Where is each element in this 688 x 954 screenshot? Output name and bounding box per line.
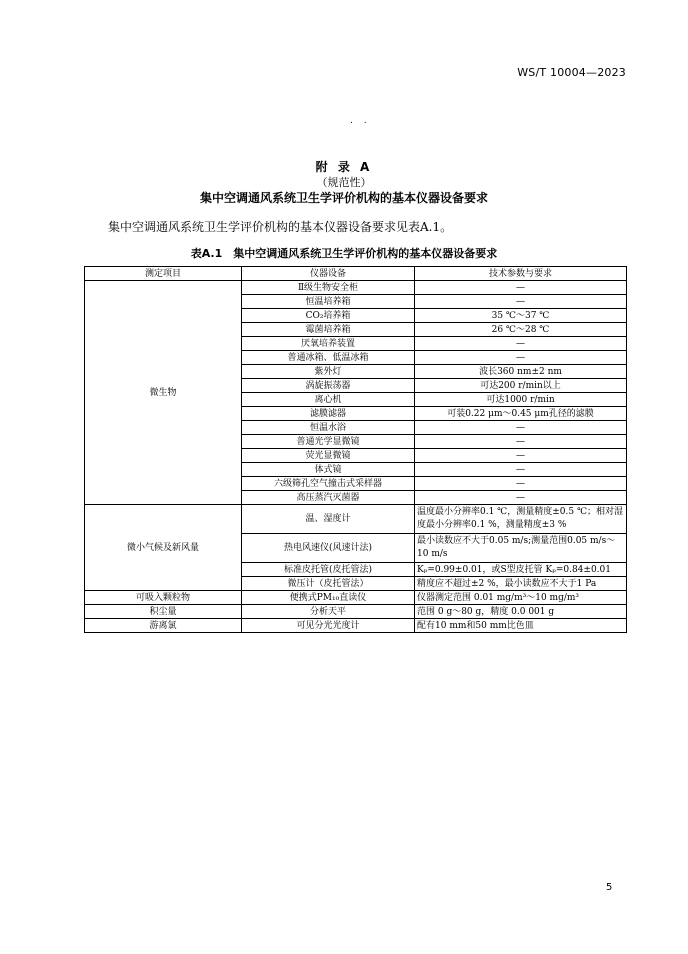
- equipment-cell: 霉菌培养箱: [242, 323, 415, 337]
- equipment-cell: CO₂培养箱: [242, 309, 415, 323]
- appendix-title: 附 录 A: [315, 160, 373, 174]
- equipment-cell: 普通光学显微镜: [242, 435, 415, 449]
- equipment-cell: 恒温培养箱: [242, 295, 415, 309]
- requirement-cell: 35 ℃～37 ℃: [415, 309, 627, 323]
- requirement-cell: 可达1000 r/min: [415, 393, 627, 407]
- requirement-cell: —: [415, 281, 627, 295]
- requirement-cell: 波长360 nm±2 nm: [415, 365, 627, 379]
- requirement-cell: —: [415, 491, 627, 505]
- equipment-cell: 热电风速仪(风速计法): [242, 534, 415, 563]
- equipment-cell: 温、湿度计: [242, 505, 415, 534]
- requirement-cell: Kₚ=0.99±0.01，或S型皮托管 Kₚ=0.84±0.01: [415, 563, 627, 577]
- requirement-cell: —: [415, 337, 627, 351]
- header-cell-requirement: 技术参数与要求: [415, 267, 627, 281]
- requirement-cell: —: [415, 463, 627, 477]
- test-item-cell: 游离氯: [85, 619, 242, 633]
- requirement-cell: —: [415, 477, 627, 491]
- test-item-cell: 积尘量: [85, 605, 242, 619]
- equipment-cell: 便携式PM₁₀直读仪: [242, 591, 415, 605]
- equipment-cell: 离心机: [242, 393, 415, 407]
- equipment-cell: 涡旋振荡器: [242, 379, 415, 393]
- intro-paragraph: 集中空调通风系统卫生学评价机构的基本仪器设备要求见表A.1。: [108, 220, 453, 234]
- test-item-cell: 微小气候及新风量: [85, 505, 242, 591]
- table-row: [85, 591, 627, 605]
- scan-dots: . .: [350, 116, 371, 126]
- requirement-cell: 可装0.22 μm～0.45 μm孔径的滤膜: [415, 407, 627, 421]
- equipment-cell: 厌氧培养装置: [242, 337, 415, 351]
- equipment-cell: 标准皮托管(皮托管法): [242, 563, 415, 577]
- equipment-cell: 荧光显微镜: [242, 449, 415, 463]
- table-row: [85, 619, 627, 633]
- header-cell-equipment: 仪器设备: [242, 267, 415, 281]
- equipment-cell: 高压蒸汽灭菌器: [242, 491, 415, 505]
- requirement-cell: 精度应不超过±2 %，最小读数应不大于1 Pa: [415, 577, 627, 591]
- requirement-cell: 可达200 r/min以上: [415, 379, 627, 393]
- test-item-cell: 可吸入颗粒物: [85, 591, 242, 605]
- appendix-nature: （规范性）: [316, 176, 372, 189]
- requirement-cell: —: [415, 351, 627, 365]
- page-number: 5: [606, 882, 613, 893]
- table-row: [85, 505, 627, 534]
- equipment-cell: 可见分光光度计: [242, 619, 415, 633]
- table-row: [85, 281, 627, 295]
- requirement-cell: —: [415, 421, 627, 435]
- table-header-row: [85, 267, 627, 281]
- table-row: [85, 605, 627, 619]
- requirement-cell: —: [415, 435, 627, 449]
- header-cell-item: 测定项目: [85, 267, 242, 281]
- equipment-table: [84, 266, 627, 633]
- requirement-cell: —: [415, 449, 627, 463]
- requirement-cell: 配有10 mm和50 mm比色皿: [415, 619, 627, 633]
- requirement-cell: 最小读数应不大于0.05 m/s;测量范围0.05 m/s～10 m/s: [415, 534, 627, 563]
- table-caption: 表A.1 集中空调通风系统卫生学评价机构的基本仪器设备要求: [190, 247, 498, 260]
- requirement-cell: 范围 0 g～80 g，精度 0.0 001 g: [415, 605, 627, 619]
- test-item-cell: 微生物: [85, 281, 242, 505]
- equipment-cell: 普通冰箱、低温冰箱: [242, 351, 415, 365]
- standard-code: WS/T 10004—2023: [517, 66, 626, 79]
- requirement-cell: —: [415, 295, 627, 309]
- equipment-cell: 紫外灯: [242, 365, 415, 379]
- equipment-cell: 体式镜: [242, 463, 415, 477]
- requirement-cell: 仪器测定范围 0.01 mg/m³～10 mg/m³: [415, 591, 627, 605]
- equipment-cell: 恒温水浴: [242, 421, 415, 435]
- requirement-cell: 温度最小分辨率0.1 ℃，测量精度±0.5 ℃；相对湿度最小分辨率0.1 %，测量精度±3 %: [415, 505, 627, 534]
- equipment-cell: Ⅱ级生物安全柜: [242, 281, 415, 295]
- equipment-cell: 分析天平: [242, 605, 415, 619]
- requirement-cell: 26 ℃～28 ℃: [415, 323, 627, 337]
- equipment-cell: 六级筛孔空气撞击式采样器: [242, 477, 415, 491]
- equipment-cell: 滤膜滤器: [242, 407, 415, 421]
- equipment-cell: 微压计（皮托管法）: [242, 577, 415, 591]
- appendix-heading: 集中空调通风系统卫生学评价机构的基本仪器设备要求: [199, 191, 488, 205]
